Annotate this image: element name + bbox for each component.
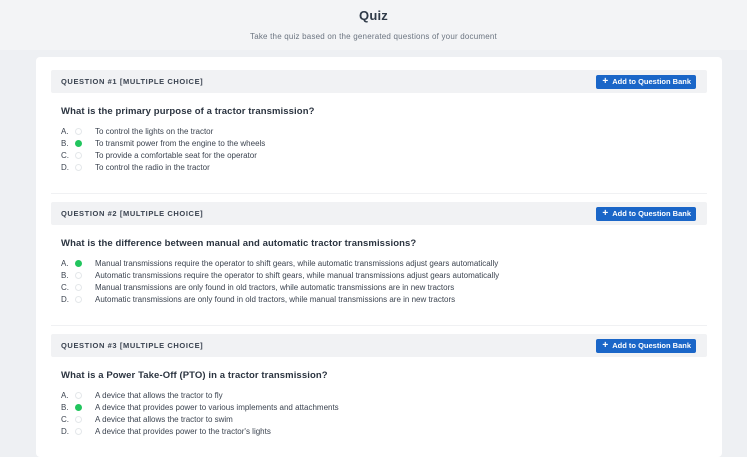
option-d[interactable] [61,293,707,305]
option-letter: C. [61,414,69,424]
option-text: Manual transmissions require the operator to shift gears, while automatic transmissions adjust gears automatically [95,258,499,268]
option-text: A device that allows the tractor to swim [95,414,233,424]
option-text: To transmit power from the engine to the wheels [95,138,266,148]
plus-icon: + [602,339,609,351]
radio-button[interactable] [75,296,82,303]
option-a[interactable] [61,257,707,269]
radio-button[interactable] [75,164,82,171]
radio-button[interactable] [75,284,82,291]
option-letter: D. [61,294,69,304]
question-3 [51,334,707,437]
option-b[interactable] [61,269,707,281]
page-subtitle: Take the quiz based on the generated questions of your document [250,32,497,41]
option-c[interactable] [61,281,707,293]
divider [51,325,707,326]
option-a[interactable] [61,389,707,401]
option-letter: D. [61,162,69,172]
radio-button-selected[interactable] [75,140,82,147]
question-1 [51,70,707,173]
question-text: What is the difference between manual and automatic tractor transmissions? [61,238,417,249]
radio-button-selected[interactable] [75,404,82,411]
radio-button[interactable] [75,416,82,423]
option-c[interactable] [61,413,707,425]
option-text: Automatic transmissions are only found in old tractors, while manual transmissions are in new tractors [95,294,456,304]
option-letter: B. [61,402,69,412]
option-b[interactable] [61,401,707,413]
quiz-card [36,57,722,457]
question-label: QUESTION #3 [MULTIPLE CHOICE] [61,341,204,350]
page-header [0,0,747,50]
question-label: QUESTION #2 [MULTIPLE CHOICE] [61,209,204,218]
question-label: QUESTION #1 [MULTIPLE CHOICE] [61,77,204,86]
plus-icon: + [602,207,609,219]
question-header [51,202,707,225]
option-letter: A. [61,126,69,136]
option-text: To control the radio in the tractor [95,162,210,172]
option-text: To provide a comfortable seat for the operator [95,150,257,160]
add-button-label: Add to Question Bank [612,209,691,218]
option-letter: D. [61,426,69,436]
options-list [61,389,707,437]
plus-icon: + [602,75,609,87]
radio-button[interactable] [75,152,82,159]
option-b[interactable] [61,137,707,149]
radio-button[interactable] [75,272,82,279]
radio-button[interactable] [75,392,82,399]
option-text: Automatic transmissions require the operator to shift gears, while manual transmissions adjust gears automatically [95,270,500,280]
add-to-question-bank-button[interactable] [596,339,696,353]
option-text: A device that provides power to various implements and attachments [95,402,339,412]
question-text: What is the primary purpose of a tractor transmission? [61,106,315,117]
radio-button[interactable] [75,428,82,435]
add-to-question-bank-button[interactable] [596,75,696,89]
option-text: To control the lights on the tractor [95,126,214,136]
radio-button[interactable] [75,128,82,135]
add-button-label: Add to Question Bank [612,77,691,86]
option-text: A device that provides power to the tractor's lights [95,426,271,436]
question-header [51,334,707,357]
option-letter: C. [61,150,69,160]
option-letter: B. [61,270,69,280]
options-list [61,125,707,173]
option-letter: A. [61,390,69,400]
option-d[interactable] [61,161,707,173]
option-c[interactable] [61,149,707,161]
option-letter: C. [61,282,69,292]
option-text: A device that allows the tractor to fly [95,390,223,400]
radio-button-selected[interactable] [75,260,82,267]
option-letter: B. [61,138,69,148]
option-a[interactable] [61,125,707,137]
add-button-label: Add to Question Bank [612,341,691,350]
question-2 [51,202,707,305]
options-list [61,257,707,305]
page-title: Quiz [359,8,388,23]
option-text: Manual transmissions are only found in old tractors, while automatic transmissions are in new tractors [95,282,455,292]
option-d[interactable] [61,425,707,437]
question-header [51,70,707,93]
divider [51,193,707,194]
question-text: What is a Power Take-Off (PTO) in a tractor transmission? [61,370,328,381]
option-letter: A. [61,258,69,268]
add-to-question-bank-button[interactable] [596,207,696,221]
